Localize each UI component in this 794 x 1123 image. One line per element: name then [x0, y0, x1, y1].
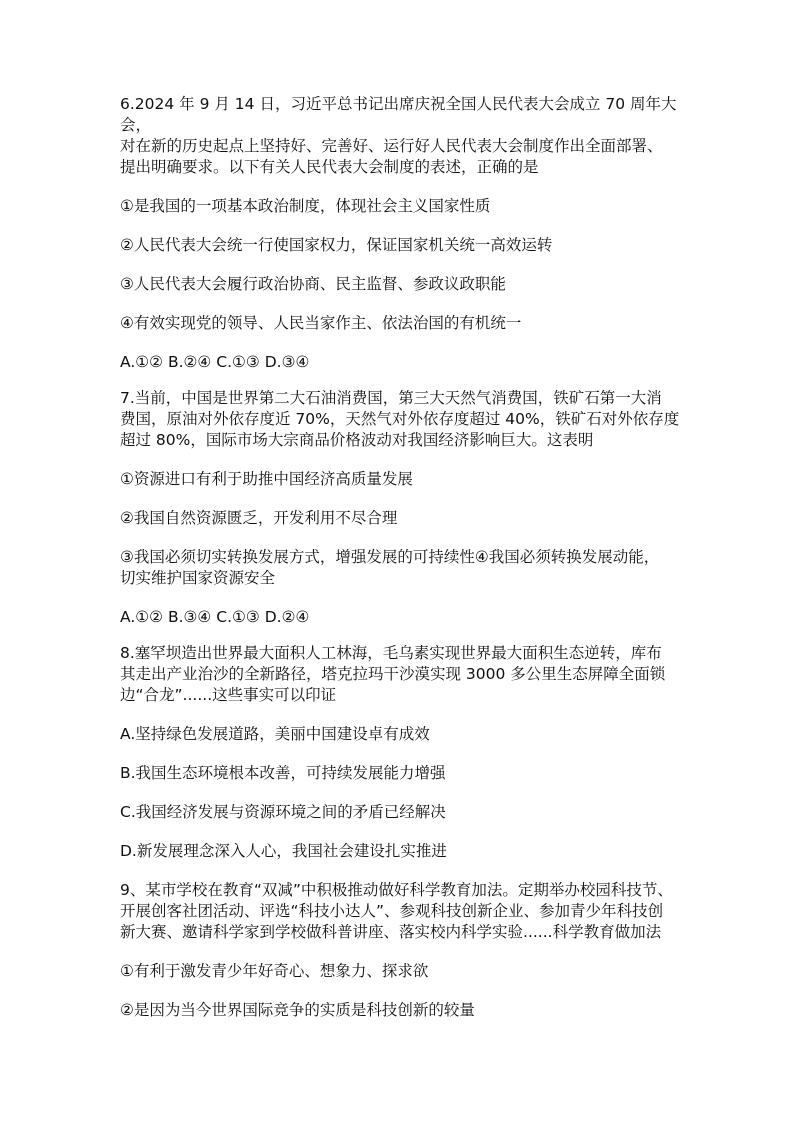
question-9-stem-line: 新大赛、邀请科学家到学校做科普讲座、落实校内科学实验......科学教育做加法 [120, 923, 662, 941]
question-6-stem-line: 6.2024 年 9 月 14 日，习近平总书记出席庆祝全国人民代表大会成立 70 周年大会， [120, 95, 677, 134]
question-9-stem [120, 880, 692, 943]
question-6-stem-line: 提出明确要求。以下有关人民代表大会制度的表述，正确的是 [120, 158, 539, 176]
question-8-option-d: D.新发展理念深入人心，我国社会建设扎实推进 [120, 842, 447, 860]
question-8-stem-line: 其走出产业治沙的全新路径，塔克拉玛干沙漠实现 3000 多公里生态屏障全面锁 [120, 665, 666, 683]
question-8-stem [120, 643, 692, 706]
question-6-choices: A.①② B.②④ C.①③ D.③④ [120, 353, 310, 371]
question-8-option-c: C.我国经济发展与资源环境之间的矛盾已经解决 [120, 803, 446, 821]
question-8-option-b: B.我国生态环境根本改善，可持续发展能力增强 [120, 764, 446, 782]
question-7-stem-line: 7.当前，中国是世界第二大石油消费国，第三大天然气消费国，铁矿石第一大消 [120, 389, 662, 407]
question-7-stem-line: 费国，原油对外依存度近 70%，天然气对外依存度超过 40%，铁矿石对外依存度 [120, 410, 680, 428]
question-8-stem-line: 8.塞罕坝造出世界最大面积人工林海，毛乌素实现世界最大面积生态逆转，库布 [120, 644, 662, 662]
question-9-option-2: ②是因为当今世界国际竞争的实质是科技创新的较量 [120, 1001, 475, 1019]
question-7-option-line: 切实维护国家资源安全 [120, 569, 276, 587]
question-6-stem [120, 94, 692, 178]
question-6-option-4: ④有效实现党的领导、人民当家作主、依法治国的有机统一 [120, 314, 522, 332]
question-7-option-line: ③我国必须切实转换发展方式，增强发展的可持续性④我国必须转换发展动能， [120, 548, 660, 566]
document-page [120, 94, 692, 1039]
question-7-option-2: ②我国自然资源匮乏，开发利用不尽合理 [120, 509, 398, 527]
question-6-option-2: ②人民代表大会统一行使国家权力，保证国家机关统一高效运转 [120, 236, 553, 254]
question-6-option-1: ①是我国的一项基本政治制度，体现社会主义国家性质 [120, 197, 491, 215]
question-7-stem-line: 超过 80%，国际市场大宗商品价格波动对我国经济影响巨大。这表明 [120, 431, 594, 449]
question-9-option-1: ①有利于激发青少年好奇心、想象力、探求欲 [120, 962, 429, 980]
question-7-choices: A.①② B.③④ C.①③ D.②④ [120, 608, 310, 626]
question-7-stem [120, 388, 692, 451]
question-7-option-3-4 [120, 547, 692, 589]
question-9-stem-line: 开展创客社团活动、评选“科技小达人”、参观科技创新企业、参加青少年科技创 [120, 902, 664, 920]
question-6-option-3: ③人民代表大会履行政治协商、民主监督、参政议政职能 [120, 275, 506, 293]
question-8-option-a: A.坚持绿色发展道路，美丽中国建设卓有成效 [120, 725, 430, 743]
question-9-stem-line: 9、某市学校在教育“双减”中积极推动做好科学教育加法。定期举办校园科技节、 [120, 881, 673, 899]
question-7-option-1: ①资源进口有利于助推中国经济高质量发展 [120, 470, 413, 488]
question-6-stem-line: 对在新的历史起点上坚持好、完善好、运行好人民代表大会制度作出全面部署、 [120, 137, 663, 155]
question-8-stem-line: 边“合龙”......这些事实可以印证 [120, 686, 337, 704]
